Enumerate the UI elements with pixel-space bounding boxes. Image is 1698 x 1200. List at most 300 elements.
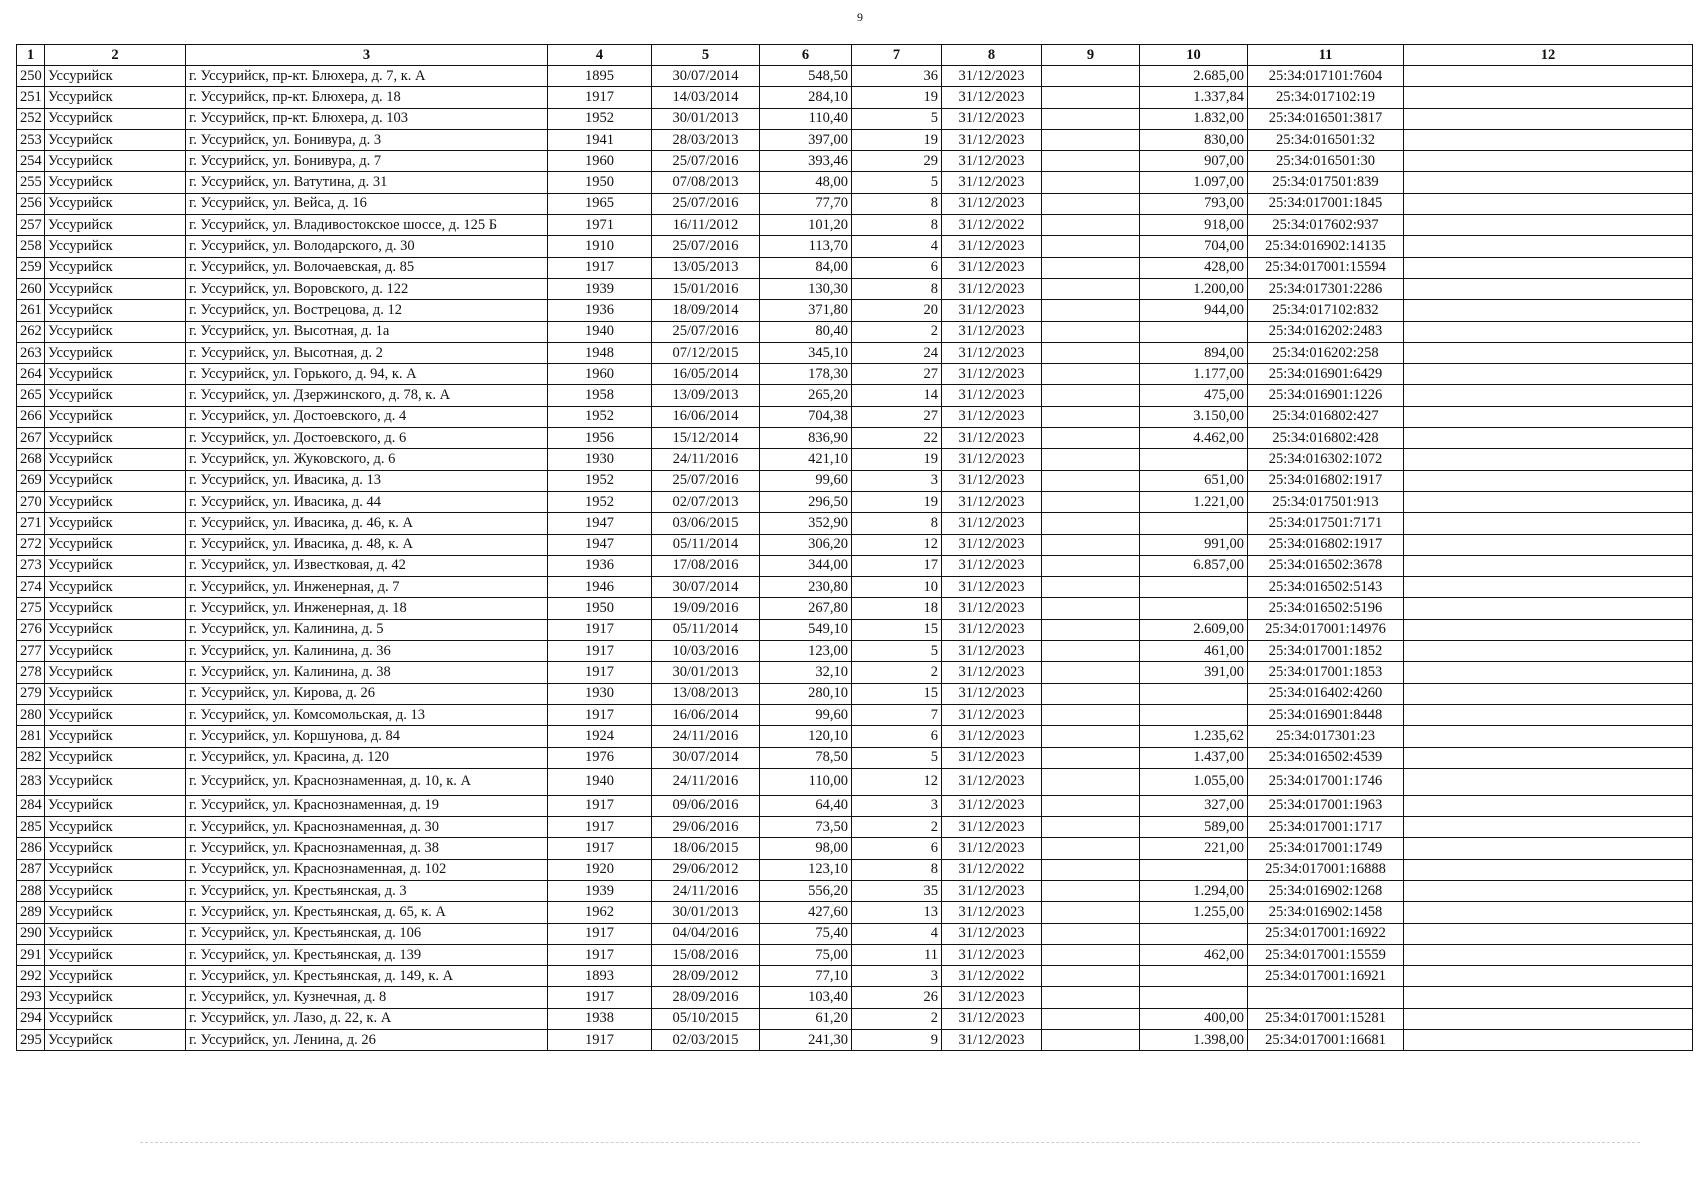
count-cell: 2 bbox=[852, 1008, 942, 1029]
area-cell: 548,50 bbox=[760, 66, 852, 87]
row-number: 281 bbox=[17, 726, 45, 747]
year-cell: 1956 bbox=[548, 428, 652, 449]
city-cell: Уссурийск bbox=[45, 129, 186, 150]
row-number: 294 bbox=[17, 1008, 45, 1029]
city-cell: Уссурийск bbox=[45, 1008, 186, 1029]
end-date-cell: 31/12/2023 bbox=[942, 342, 1042, 363]
date-cell: 16/06/2014 bbox=[652, 704, 760, 725]
table-row bbox=[17, 172, 1693, 193]
count-cell: 10 bbox=[852, 577, 942, 598]
year-cell: 1917 bbox=[548, 704, 652, 725]
address-cell: г. Уссурийск, ул. Кузнечная, д. 8 bbox=[186, 987, 548, 1008]
table-row bbox=[17, 902, 1693, 923]
year-cell: 1924 bbox=[548, 726, 652, 747]
row-number: 250 bbox=[17, 66, 45, 87]
col12-cell bbox=[1404, 342, 1693, 363]
end-date-cell: 31/12/2023 bbox=[942, 513, 1042, 534]
count-cell: 29 bbox=[852, 151, 942, 172]
col12-cell bbox=[1404, 66, 1693, 87]
row-number: 270 bbox=[17, 491, 45, 512]
year-cell: 1947 bbox=[548, 513, 652, 534]
col9-cell bbox=[1042, 795, 1140, 816]
area-cell: 84,00 bbox=[760, 257, 852, 278]
year-cell: 1917 bbox=[548, 944, 652, 965]
col9-cell bbox=[1042, 449, 1140, 470]
end-date-cell: 31/12/2023 bbox=[942, 577, 1042, 598]
cadastral-number-cell: 25:34:016901:6429 bbox=[1248, 364, 1404, 385]
row-number: 269 bbox=[17, 470, 45, 491]
cost-cell: 462,00 bbox=[1140, 944, 1248, 965]
end-date-cell: 31/12/2023 bbox=[942, 555, 1042, 576]
row-number: 291 bbox=[17, 944, 45, 965]
date-cell: 25/07/2016 bbox=[652, 470, 760, 491]
col9-cell bbox=[1042, 1030, 1140, 1051]
cadastral-number-cell: 25:34:017102:19 bbox=[1248, 87, 1404, 108]
area-cell: 296,50 bbox=[760, 491, 852, 512]
row-number: 283 bbox=[17, 768, 45, 795]
area-cell: 123,00 bbox=[760, 641, 852, 662]
cost-cell bbox=[1140, 923, 1248, 944]
row-number: 275 bbox=[17, 598, 45, 619]
table-row bbox=[17, 662, 1693, 683]
cadastral-number-cell: 25:34:017001:1749 bbox=[1248, 838, 1404, 859]
col12-cell bbox=[1404, 257, 1693, 278]
col9-cell bbox=[1042, 555, 1140, 576]
address-cell: г. Уссурийск, ул. Достоевского, д. 6 bbox=[186, 428, 548, 449]
count-cell: 35 bbox=[852, 880, 942, 901]
city-cell: Уссурийск bbox=[45, 641, 186, 662]
table-row bbox=[17, 193, 1693, 214]
address-cell: г. Уссурийск, ул. Воровского, д. 122 bbox=[186, 278, 548, 299]
col12-cell bbox=[1404, 704, 1693, 725]
table-row bbox=[17, 278, 1693, 299]
area-cell: 110,00 bbox=[760, 768, 852, 795]
cadastral-number-cell: 25:34:017501:839 bbox=[1248, 172, 1404, 193]
year-cell: 1952 bbox=[548, 406, 652, 427]
address-cell: г. Уссурийск, ул. Краснознаменная, д. 10, к. А bbox=[186, 768, 548, 795]
row-number: 272 bbox=[17, 534, 45, 555]
address-cell: г. Уссурийск, ул. Лазо, д. 22, к. А bbox=[186, 1008, 548, 1029]
address-cell: г. Уссурийск, ул. Ивасика, д. 44 bbox=[186, 491, 548, 512]
cost-cell bbox=[1140, 966, 1248, 987]
cadastral-number-cell: 25:34:016802:1917 bbox=[1248, 470, 1404, 491]
city-cell: Уссурийск bbox=[45, 704, 186, 725]
city-cell: Уссурийск bbox=[45, 491, 186, 512]
area-cell: 230,80 bbox=[760, 577, 852, 598]
count-cell: 3 bbox=[852, 470, 942, 491]
area-cell: 549,10 bbox=[760, 619, 852, 640]
address-cell: г. Уссурийск, ул. Калинина, д. 36 bbox=[186, 641, 548, 662]
date-cell: 28/03/2013 bbox=[652, 129, 760, 150]
end-date-cell: 31/12/2023 bbox=[942, 151, 1042, 172]
count-cell: 8 bbox=[852, 859, 942, 880]
col9-cell bbox=[1042, 966, 1140, 987]
end-date-cell: 31/12/2022 bbox=[942, 859, 1042, 880]
table-row bbox=[17, 966, 1693, 987]
table-row bbox=[17, 987, 1693, 1008]
row-number: 284 bbox=[17, 795, 45, 816]
col9-cell bbox=[1042, 278, 1140, 299]
row-number: 264 bbox=[17, 364, 45, 385]
area-cell: 371,80 bbox=[760, 300, 852, 321]
area-cell: 32,10 bbox=[760, 662, 852, 683]
count-cell: 18 bbox=[852, 598, 942, 619]
col12-cell bbox=[1404, 406, 1693, 427]
year-cell: 1893 bbox=[548, 966, 652, 987]
address-cell: г. Уссурийск, ул. Краснознаменная, д. 38 bbox=[186, 838, 548, 859]
col12-cell bbox=[1404, 1030, 1693, 1051]
count-cell: 6 bbox=[852, 257, 942, 278]
table-row bbox=[17, 87, 1693, 108]
count-cell: 5 bbox=[852, 172, 942, 193]
cost-cell bbox=[1140, 683, 1248, 704]
cadastral-number-cell: 25:34:016501:30 bbox=[1248, 151, 1404, 172]
count-cell: 15 bbox=[852, 619, 942, 640]
city-cell: Уссурийск bbox=[45, 66, 186, 87]
col12-cell bbox=[1404, 172, 1693, 193]
row-number: 258 bbox=[17, 236, 45, 257]
column-header: 6 bbox=[760, 45, 852, 66]
cadastral-number-cell: 25:34:017001:1852 bbox=[1248, 641, 1404, 662]
address-cell: г. Уссурийск, ул. Известковая, д. 42 bbox=[186, 555, 548, 576]
year-cell: 1917 bbox=[548, 1030, 652, 1051]
count-cell: 3 bbox=[852, 795, 942, 816]
cadastral-number-cell: 25:34:017001:1717 bbox=[1248, 817, 1404, 838]
end-date-cell: 31/12/2023 bbox=[942, 491, 1042, 512]
year-cell: 1950 bbox=[548, 172, 652, 193]
row-number: 259 bbox=[17, 257, 45, 278]
end-date-cell: 31/12/2023 bbox=[942, 683, 1042, 704]
col9-cell bbox=[1042, 747, 1140, 768]
col12-cell bbox=[1404, 598, 1693, 619]
col12-cell bbox=[1404, 87, 1693, 108]
area-cell: 101,20 bbox=[760, 215, 852, 236]
cadastral-number-cell: 25:34:016802:1917 bbox=[1248, 534, 1404, 555]
col9-cell bbox=[1042, 619, 1140, 640]
year-cell: 1939 bbox=[548, 278, 652, 299]
end-date-cell: 31/12/2022 bbox=[942, 966, 1042, 987]
year-cell: 1920 bbox=[548, 859, 652, 880]
end-date-cell: 31/12/2023 bbox=[942, 278, 1042, 299]
row-number: 271 bbox=[17, 513, 45, 534]
count-cell: 4 bbox=[852, 236, 942, 257]
col9-cell bbox=[1042, 470, 1140, 491]
area-cell: 99,60 bbox=[760, 470, 852, 491]
column-header: 7 bbox=[852, 45, 942, 66]
column-header: 11 bbox=[1248, 45, 1404, 66]
cadastral-number-cell: 25:34:017001:1853 bbox=[1248, 662, 1404, 683]
row-number: 263 bbox=[17, 342, 45, 363]
year-cell: 1895 bbox=[548, 66, 652, 87]
count-cell: 17 bbox=[852, 555, 942, 576]
row-number: 266 bbox=[17, 406, 45, 427]
city-cell: Уссурийск bbox=[45, 470, 186, 491]
address-cell: г. Уссурийск, ул. Краснознаменная, д. 19 bbox=[186, 795, 548, 816]
city-cell: Уссурийск bbox=[45, 838, 186, 859]
area-cell: 352,90 bbox=[760, 513, 852, 534]
cadastral-number-cell: 25:34:017001:16921 bbox=[1248, 966, 1404, 987]
col9-cell bbox=[1042, 880, 1140, 901]
address-cell: г. Уссурийск, ул. Ивасика, д. 46, к. А bbox=[186, 513, 548, 534]
table-row bbox=[17, 66, 1693, 87]
table-row bbox=[17, 880, 1693, 901]
col9-cell bbox=[1042, 406, 1140, 427]
cadastral-number-cell: 25:34:017602:937 bbox=[1248, 215, 1404, 236]
table-row bbox=[17, 257, 1693, 278]
table-row bbox=[17, 129, 1693, 150]
date-cell: 18/09/2014 bbox=[652, 300, 760, 321]
count-cell: 19 bbox=[852, 491, 942, 512]
column-header: 9 bbox=[1042, 45, 1140, 66]
cadastral-number-cell: 25:34:016302:1072 bbox=[1248, 449, 1404, 470]
end-date-cell: 31/12/2023 bbox=[942, 236, 1042, 257]
col12-cell bbox=[1404, 817, 1693, 838]
cadastral-number-cell: 25:34:017001:1746 bbox=[1248, 768, 1404, 795]
area-cell: 78,50 bbox=[760, 747, 852, 768]
col9-cell bbox=[1042, 513, 1140, 534]
col9-cell bbox=[1042, 577, 1140, 598]
cost-cell: 2.609,00 bbox=[1140, 619, 1248, 640]
col12-cell bbox=[1404, 555, 1693, 576]
cost-cell: 793,00 bbox=[1140, 193, 1248, 214]
city-cell: Уссурийск bbox=[45, 747, 186, 768]
area-cell: 556,20 bbox=[760, 880, 852, 901]
area-cell: 178,30 bbox=[760, 364, 852, 385]
date-cell: 13/05/2013 bbox=[652, 257, 760, 278]
row-number: 262 bbox=[17, 321, 45, 342]
cadastral-number-cell: 25:34:017001:15281 bbox=[1248, 1008, 1404, 1029]
address-cell: г. Уссурийск, ул. Краснознаменная, д. 30 bbox=[186, 817, 548, 838]
city-cell: Уссурийск bbox=[45, 662, 186, 683]
col12-cell bbox=[1404, 859, 1693, 880]
end-date-cell: 31/12/2023 bbox=[942, 300, 1042, 321]
date-cell: 09/06/2016 bbox=[652, 795, 760, 816]
table-row bbox=[17, 704, 1693, 725]
col9-cell bbox=[1042, 193, 1140, 214]
table-row bbox=[17, 513, 1693, 534]
cost-cell bbox=[1140, 987, 1248, 1008]
row-number: 256 bbox=[17, 193, 45, 214]
row-number: 261 bbox=[17, 300, 45, 321]
end-date-cell: 31/12/2023 bbox=[942, 944, 1042, 965]
year-cell: 1952 bbox=[548, 470, 652, 491]
end-date-cell: 31/12/2023 bbox=[942, 747, 1042, 768]
city-cell: Уссурийск bbox=[45, 683, 186, 704]
count-cell: 20 bbox=[852, 300, 942, 321]
cost-cell: 1.437,00 bbox=[1140, 747, 1248, 768]
city-cell: Уссурийск bbox=[45, 385, 186, 406]
col9-cell bbox=[1042, 129, 1140, 150]
table-row bbox=[17, 859, 1693, 880]
date-cell: 24/11/2016 bbox=[652, 449, 760, 470]
end-date-cell: 31/12/2023 bbox=[942, 66, 1042, 87]
cadastral-number-cell: 25:34:017001:1845 bbox=[1248, 193, 1404, 214]
col12-cell bbox=[1404, 236, 1693, 257]
row-number: 295 bbox=[17, 1030, 45, 1051]
address-cell: г. Уссурийск, ул. Комсомольская, д. 13 bbox=[186, 704, 548, 725]
address-cell: г. Уссурийск, ул. Крестьянская, д. 139 bbox=[186, 944, 548, 965]
col9-cell bbox=[1042, 704, 1140, 725]
date-cell: 13/08/2013 bbox=[652, 683, 760, 704]
cost-cell: 3.150,00 bbox=[1140, 406, 1248, 427]
city-cell: Уссурийск bbox=[45, 726, 186, 747]
date-cell: 19/09/2016 bbox=[652, 598, 760, 619]
year-cell: 1930 bbox=[548, 449, 652, 470]
address-cell: г. Уссурийск, ул. Крестьянская, д. 65, к. А bbox=[186, 902, 548, 923]
city-cell: Уссурийск bbox=[45, 1030, 186, 1051]
count-cell: 13 bbox=[852, 902, 942, 923]
area-cell: 77,10 bbox=[760, 966, 852, 987]
count-cell: 11 bbox=[852, 944, 942, 965]
area-cell: 306,20 bbox=[760, 534, 852, 555]
count-cell: 8 bbox=[852, 278, 942, 299]
year-cell: 1917 bbox=[548, 817, 652, 838]
table-row bbox=[17, 300, 1693, 321]
address-cell: г. Уссурийск, ул. Бонивура, д. 7 bbox=[186, 151, 548, 172]
date-cell: 30/07/2014 bbox=[652, 577, 760, 598]
address-cell: г. Уссурийск, ул. Ватутина, д. 31 bbox=[186, 172, 548, 193]
cost-cell: 1.097,00 bbox=[1140, 172, 1248, 193]
col12-cell bbox=[1404, 1008, 1693, 1029]
date-cell: 17/08/2016 bbox=[652, 555, 760, 576]
address-cell: г. Уссурийск, ул. Горького, д. 94, к. А bbox=[186, 364, 548, 385]
table-row bbox=[17, 1008, 1693, 1029]
row-number: 292 bbox=[17, 966, 45, 987]
col12-cell bbox=[1404, 491, 1693, 512]
date-cell: 28/09/2012 bbox=[652, 966, 760, 987]
cadastral-number-cell: 25:34:016502:4539 bbox=[1248, 747, 1404, 768]
year-cell: 1930 bbox=[548, 683, 652, 704]
cadastral-number-cell: 25:34:016902:14135 bbox=[1248, 236, 1404, 257]
cost-cell: 894,00 bbox=[1140, 342, 1248, 363]
city-cell: Уссурийск bbox=[45, 151, 186, 172]
address-cell: г. Уссурийск, ул. Коршунова, д. 84 bbox=[186, 726, 548, 747]
count-cell: 14 bbox=[852, 385, 942, 406]
date-cell: 05/11/2014 bbox=[652, 534, 760, 555]
cadastral-number-cell: 25:34:016202:2483 bbox=[1248, 321, 1404, 342]
city-cell: Уссурийск bbox=[45, 172, 186, 193]
cadastral-number-cell: 25:34:017001:1963 bbox=[1248, 795, 1404, 816]
count-cell: 15 bbox=[852, 683, 942, 704]
column-header: 10 bbox=[1140, 45, 1248, 66]
area-cell: 80,40 bbox=[760, 321, 852, 342]
col12-cell bbox=[1404, 513, 1693, 534]
city-cell: Уссурийск bbox=[45, 342, 186, 363]
city-cell: Уссурийск bbox=[45, 795, 186, 816]
year-cell: 1917 bbox=[548, 838, 652, 859]
address-cell: г. Уссурийск, ул. Вейса, д. 16 bbox=[186, 193, 548, 214]
count-cell: 6 bbox=[852, 838, 942, 859]
col9-cell bbox=[1042, 491, 1140, 512]
area-cell: 393,46 bbox=[760, 151, 852, 172]
area-cell: 267,80 bbox=[760, 598, 852, 619]
count-cell: 27 bbox=[852, 364, 942, 385]
date-cell: 30/01/2013 bbox=[652, 108, 760, 129]
row-number: 268 bbox=[17, 449, 45, 470]
address-cell: г. Уссурийск, ул. Крестьянская, д. 106 bbox=[186, 923, 548, 944]
year-cell: 1939 bbox=[548, 880, 652, 901]
col9-cell bbox=[1042, 534, 1140, 555]
year-cell: 1936 bbox=[548, 300, 652, 321]
year-cell: 1917 bbox=[548, 641, 652, 662]
address-cell: г. Уссурийск, ул. Ивасика, д. 13 bbox=[186, 470, 548, 491]
cadastral-number-cell: 25:34:017102:832 bbox=[1248, 300, 1404, 321]
city-cell: Уссурийск bbox=[45, 768, 186, 795]
table-row bbox=[17, 534, 1693, 555]
year-cell: 1941 bbox=[548, 129, 652, 150]
table-row bbox=[17, 817, 1693, 838]
row-number: 282 bbox=[17, 747, 45, 768]
table-row bbox=[17, 619, 1693, 640]
year-cell: 1958 bbox=[548, 385, 652, 406]
cost-cell: 1.255,00 bbox=[1140, 902, 1248, 923]
count-cell: 19 bbox=[852, 449, 942, 470]
end-date-cell: 31/12/2023 bbox=[942, 406, 1042, 427]
cost-cell bbox=[1140, 598, 1248, 619]
col9-cell bbox=[1042, 923, 1140, 944]
end-date-cell: 31/12/2023 bbox=[942, 880, 1042, 901]
cost-cell: 2.685,00 bbox=[1140, 66, 1248, 87]
col12-cell bbox=[1404, 193, 1693, 214]
page-number: 9 bbox=[857, 10, 863, 24]
area-cell: 75,40 bbox=[760, 923, 852, 944]
address-cell: г. Уссурийск, ул. Достоевского, д. 4 bbox=[186, 406, 548, 427]
col12-cell bbox=[1404, 966, 1693, 987]
cost-cell: 1.200,00 bbox=[1140, 278, 1248, 299]
end-date-cell: 31/12/2023 bbox=[942, 257, 1042, 278]
end-date-cell: 31/12/2023 bbox=[942, 321, 1042, 342]
year-cell: 1917 bbox=[548, 987, 652, 1008]
cadastral-number-cell: 25:34:017001:16681 bbox=[1248, 1030, 1404, 1051]
col12-cell bbox=[1404, 923, 1693, 944]
scan-artifact bbox=[140, 1142, 1640, 1144]
col12-cell bbox=[1404, 385, 1693, 406]
col9-cell bbox=[1042, 726, 1140, 747]
col9-cell bbox=[1042, 215, 1140, 236]
col9-cell bbox=[1042, 300, 1140, 321]
year-cell: 1917 bbox=[548, 257, 652, 278]
column-header: 3 bbox=[186, 45, 548, 66]
cadastral-number-cell: 25:34:016402:4260 bbox=[1248, 683, 1404, 704]
count-cell: 27 bbox=[852, 406, 942, 427]
date-cell: 15/12/2014 bbox=[652, 428, 760, 449]
date-cell: 24/11/2016 bbox=[652, 768, 760, 795]
table-row bbox=[17, 795, 1693, 816]
cost-cell: 221,00 bbox=[1140, 838, 1248, 859]
address-cell: г. Уссурийск, ул. Владивостокское шоссе, д. 125 Б bbox=[186, 215, 548, 236]
date-cell: 30/01/2013 bbox=[652, 902, 760, 923]
count-cell: 2 bbox=[852, 321, 942, 342]
col12-cell bbox=[1404, 880, 1693, 901]
row-number: 276 bbox=[17, 619, 45, 640]
cost-cell: 907,00 bbox=[1140, 151, 1248, 172]
cadastral-number-cell: 25:34:016502:5196 bbox=[1248, 598, 1404, 619]
count-cell: 12 bbox=[852, 534, 942, 555]
date-cell: 15/01/2016 bbox=[652, 278, 760, 299]
date-cell: 02/03/2015 bbox=[652, 1030, 760, 1051]
end-date-cell: 31/12/2023 bbox=[942, 1030, 1042, 1051]
col9-cell bbox=[1042, 662, 1140, 683]
cost-cell: 475,00 bbox=[1140, 385, 1248, 406]
date-cell: 03/06/2015 bbox=[652, 513, 760, 534]
year-cell: 1947 bbox=[548, 534, 652, 555]
address-cell: г. Уссурийск, ул. Высотная, д. 2 bbox=[186, 342, 548, 363]
date-cell: 16/06/2014 bbox=[652, 406, 760, 427]
date-cell: 18/06/2015 bbox=[652, 838, 760, 859]
cost-cell: 830,00 bbox=[1140, 129, 1248, 150]
table-row bbox=[17, 944, 1693, 965]
date-cell: 02/07/2013 bbox=[652, 491, 760, 512]
